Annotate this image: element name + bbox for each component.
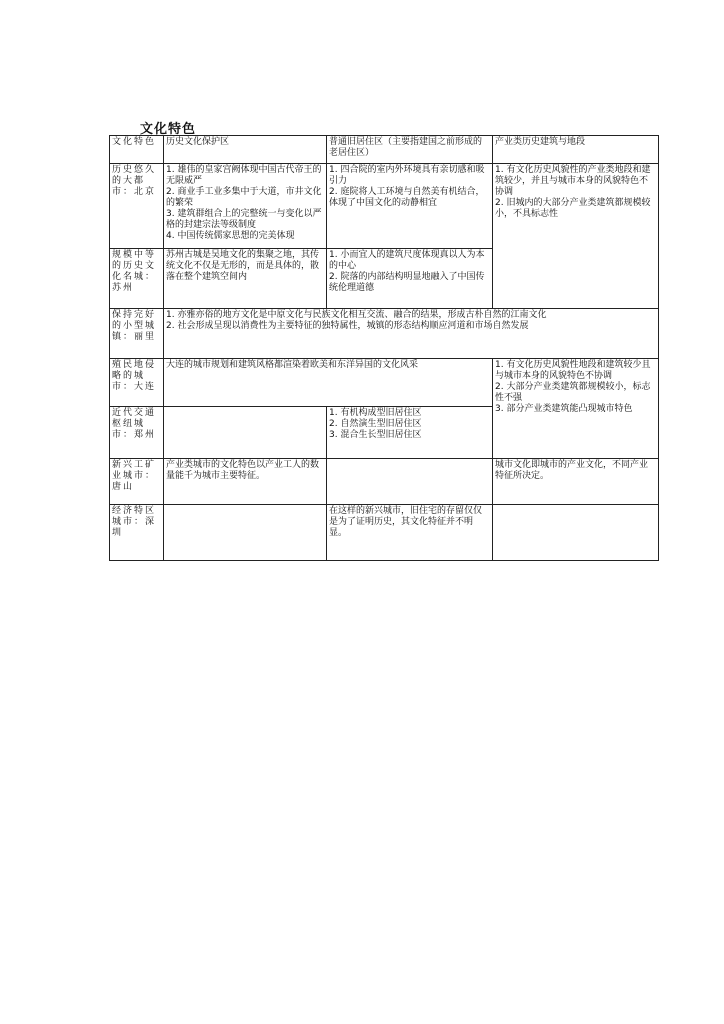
table-cell (493, 359, 659, 459)
city-cell (110, 164, 164, 249)
header-cell (327, 136, 493, 164)
header-label: 历史文化保护区 (166, 137, 230, 147)
table-cell (164, 505, 327, 561)
table-cell (164, 164, 327, 249)
table-cell (164, 459, 327, 505)
city-label: 近代交通枢纽城市：郑州 (112, 408, 157, 440)
cell-text: 1. 小而宜人的建筑尺度体现真以人为本的中心 2. 院落的内部结构明显地融入了中国传统伦理道德 (329, 250, 485, 293)
table-header-row (110, 136, 659, 164)
cell-text: 1. 四合院的室内外环境具有亲切感和吸引力 2. 庭院将人工环境与自然美有机结合，体现了中国文化的动静相宜 (329, 165, 485, 208)
city-label: 保持完好的小型城镇：丽里 (112, 310, 157, 342)
table-cell (493, 459, 659, 505)
cell-text: 城市文化即城市的产业文化，不同产业特征所决定。 (495, 460, 649, 481)
city-label: 新兴工矿业城市：唐山 (112, 460, 157, 492)
header-label: 文化特色 (112, 137, 157, 147)
table-cell (493, 505, 659, 561)
header-label: 产业类历史建筑与地段 (495, 137, 586, 147)
table-cell (327, 249, 493, 309)
city-label: 规模中等的历史文化名城：苏州 (112, 250, 157, 293)
table-cell (164, 249, 327, 309)
cell-text: 大连的城市规划和建筑风格都渲染着欧美和东洋异国的文化风采 (166, 360, 419, 370)
cell-text: 苏州古城是吴地文化的集聚之地，其传统文化不仅是无形的，而是具体的，散落在整个建筑空间内 (166, 250, 320, 282)
city-cell (110, 359, 164, 407)
table-row (110, 164, 659, 249)
city-label: 历史悠久的大都市：北京 (112, 165, 157, 197)
cell-text: 在这样的新兴城市，旧住宅的存留仅仅是为了证明历史，其文化特征并不明显。 (329, 506, 483, 538)
city-cell (110, 407, 164, 459)
table-cell (327, 459, 493, 505)
table-cell (493, 164, 659, 309)
header-cell (164, 136, 327, 164)
city-label: 经济特区城市：深圳 (112, 506, 157, 538)
section-heading: 文化特色 (140, 122, 197, 137)
table-row (110, 505, 659, 561)
table-cell (164, 407, 327, 459)
city-cell (110, 459, 164, 505)
table-row (110, 309, 659, 359)
cell-text: 1. 亦雅亦俗的地方文化是中原文化与民族文化相互交流、融合的结果，形成古朴自然的江南文化 2. 社会形成呈现以消费性为主要特征的独特属性，城镇的形态结构顺应河道和市场自然发展 (166, 310, 547, 331)
table-cell (164, 359, 493, 407)
header-cell (493, 136, 659, 164)
cell-text: 1. 有机构成型旧居住区 2. 自然演生型旧居住区 3. 混合生长型旧居住区 (329, 408, 422, 440)
table-row (110, 459, 659, 505)
cell-text: 产业类城市的文化特色以产业工人的数量能千为城市主要特征。 (166, 460, 320, 481)
cell-text: 1. 有文化历史风貌性地段和建筑较少且与城市本身的风貌特色不协调 2. 大部分产业类建筑都规模较小，标志性不强 3. 部分产业类建筑能凸现城市特色 (495, 360, 651, 414)
table-cell (327, 407, 493, 459)
table-cell (327, 505, 493, 561)
city-cell (110, 249, 164, 309)
city-cell (110, 505, 164, 561)
header-label: 普通旧居住区（主要指建国之前形成的老居住区） (329, 137, 483, 158)
city-label: 殖民地侵略的城市：大连 (112, 360, 157, 392)
table-cell (327, 164, 493, 249)
header-cell (110, 136, 164, 164)
culture-table (109, 135, 659, 561)
table-cell (164, 309, 659, 359)
city-cell (110, 309, 164, 359)
table-row (110, 359, 659, 407)
cell-text: 1. 雄伟的皇家宫阙体现中国古代帝王的无限威严 2. 商业手工业多集中于大道，市井文化的繁荣 3. 建筑群组合上的完整统一与变化以严格的封建宗法等级制度 4. 中国传统儒家思想的完美体现 (166, 165, 322, 241)
cell-text: 1. 有文化历史风貌性的产业类地段和建筑较少，并且与城市本身的风貌特色不协调 2. 旧城内的大部分产业类建筑都规模较小，不具标志性 (495, 165, 651, 219)
